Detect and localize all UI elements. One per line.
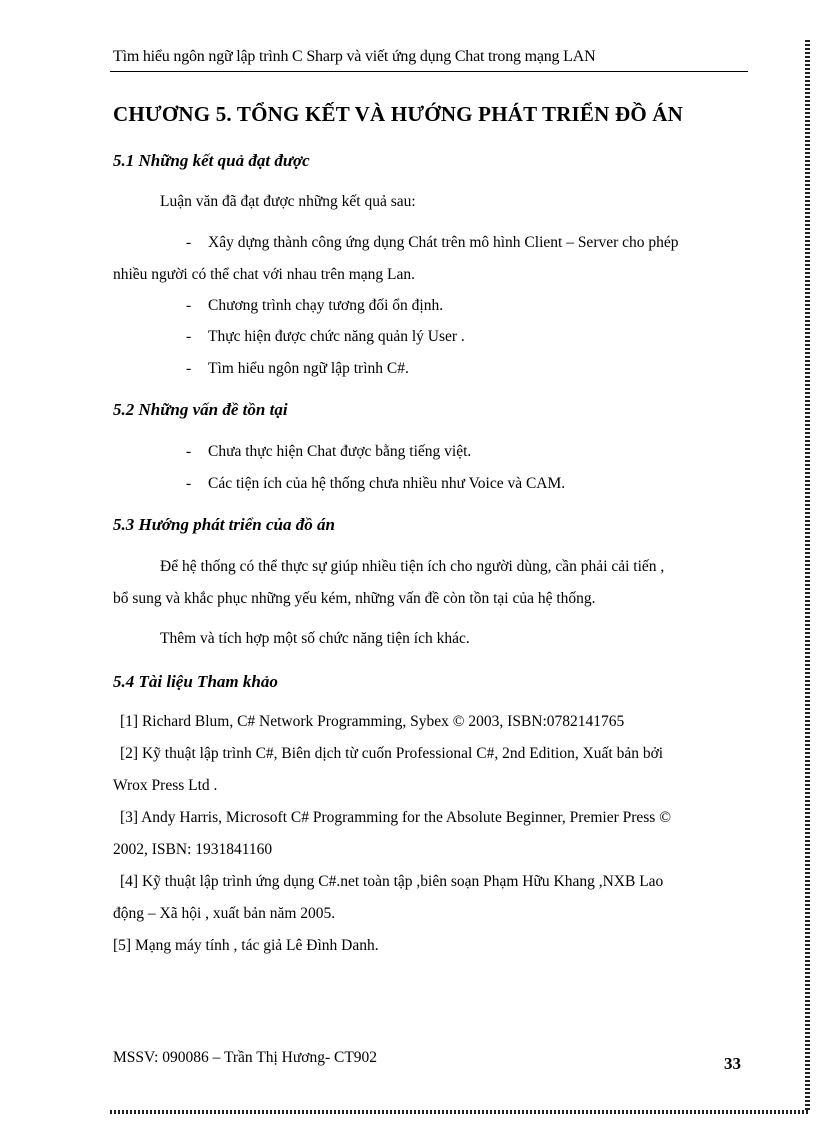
bullet-text: Xây dựng thành công ứng dụng Chát trên mô hình Client – Server cho phép xyxy=(208,234,679,251)
page-number: 33 xyxy=(724,1054,741,1073)
reference-item: [2] Kỹ thuật lập trình C#, Biên dịch từ cuốn Professional C#, 2nd Edition, Xuất bản bởi xyxy=(120,745,664,762)
bullet-dash: - xyxy=(186,443,192,460)
reference-item-continued: Wrox Press Ltd . xyxy=(113,777,218,794)
bullet-dash: - xyxy=(186,234,192,251)
reference-item: [4] Kỹ thuật lập trình ứng dụng C#.net toàn tập ,biên soạn Phạm Hữu Khang ,NXB Lao xyxy=(120,873,664,890)
reference-item: [1] Richard Blum, C# Network Programming, Sybex © 2003, ISBN:0782141765 xyxy=(120,713,625,730)
header-rule xyxy=(110,71,748,72)
bullet-text: Tìm hiểu ngôn ngữ lập trình C#. xyxy=(208,360,409,377)
footer-student-info: MSSV: 090086 – Trần Thị Hương- CT902 xyxy=(113,1049,378,1066)
bullet-text-continued: nhiều người có thể chat với nhau trên mạng Lan. xyxy=(113,266,415,283)
bullet-text: Chưa thực hiện Chat được bằng tiếng việt. xyxy=(208,443,472,460)
section-heading-5-1: 5.1 Những kết quả đạt được xyxy=(113,151,310,170)
reference-item: [5] Mạng máy tính , tác giả Lê Đình Danh. xyxy=(113,937,379,954)
section-5-1-intro: Luận văn đã đạt được những kết quả sau: xyxy=(160,193,416,210)
reference-item-continued: 2002, ISBN: 1931841160 xyxy=(113,841,273,858)
bullet-dash: - xyxy=(186,297,192,314)
bullet-dash: - xyxy=(186,360,192,377)
bullet-text: Thực hiện được chức năng quản lý User . xyxy=(208,328,465,345)
section-heading-5-2: 5.2 Những vấn đề tồn tại xyxy=(113,400,288,419)
section-heading-5-3: 5.3 Hướng phát triển của đồ án xyxy=(113,515,335,534)
bullet-text: Chương trình chạy tương đối ổn định. xyxy=(208,297,444,314)
bullet-dash: - xyxy=(186,328,192,345)
page-border-bottom xyxy=(110,1110,810,1114)
bullet-dash: - xyxy=(186,475,192,492)
section-heading-5-4: 5.4 Tài liệu Tham khảo xyxy=(113,672,278,691)
paragraph-line: Thêm và tích hợp một số chức năng tiện ích khác. xyxy=(160,630,470,647)
running-header: Tìm hiểu ngôn ngữ lập trình C Sharp và viết ứng dụng Chat trong mạng LAN xyxy=(113,48,596,65)
page-border-right xyxy=(805,40,810,1113)
paragraph-line: Để hệ thống có thể thực sự giúp nhiều tiện ích cho người dùng, cần phải cải tiến , xyxy=(160,558,665,575)
reference-item-continued: động – Xã hội , xuất bản năm 2005. xyxy=(113,905,336,922)
bullet-text: Các tiện ích của hệ thống chưa nhiều như Voice và CAM. xyxy=(208,475,566,492)
reference-item: [3] Andy Harris, Microsoft C# Programming for the Absolute Beginner, Premier Press © xyxy=(120,809,671,826)
chapter-title: CHƯƠNG 5. TỔNG KẾT VÀ HƯỚNG PHÁT TRIỂN ĐỒ ÁN xyxy=(113,102,684,126)
paragraph-line: bổ sung và khắc phục những yếu kém, những vấn đề còn tồn tại của hệ thống. xyxy=(113,590,596,607)
